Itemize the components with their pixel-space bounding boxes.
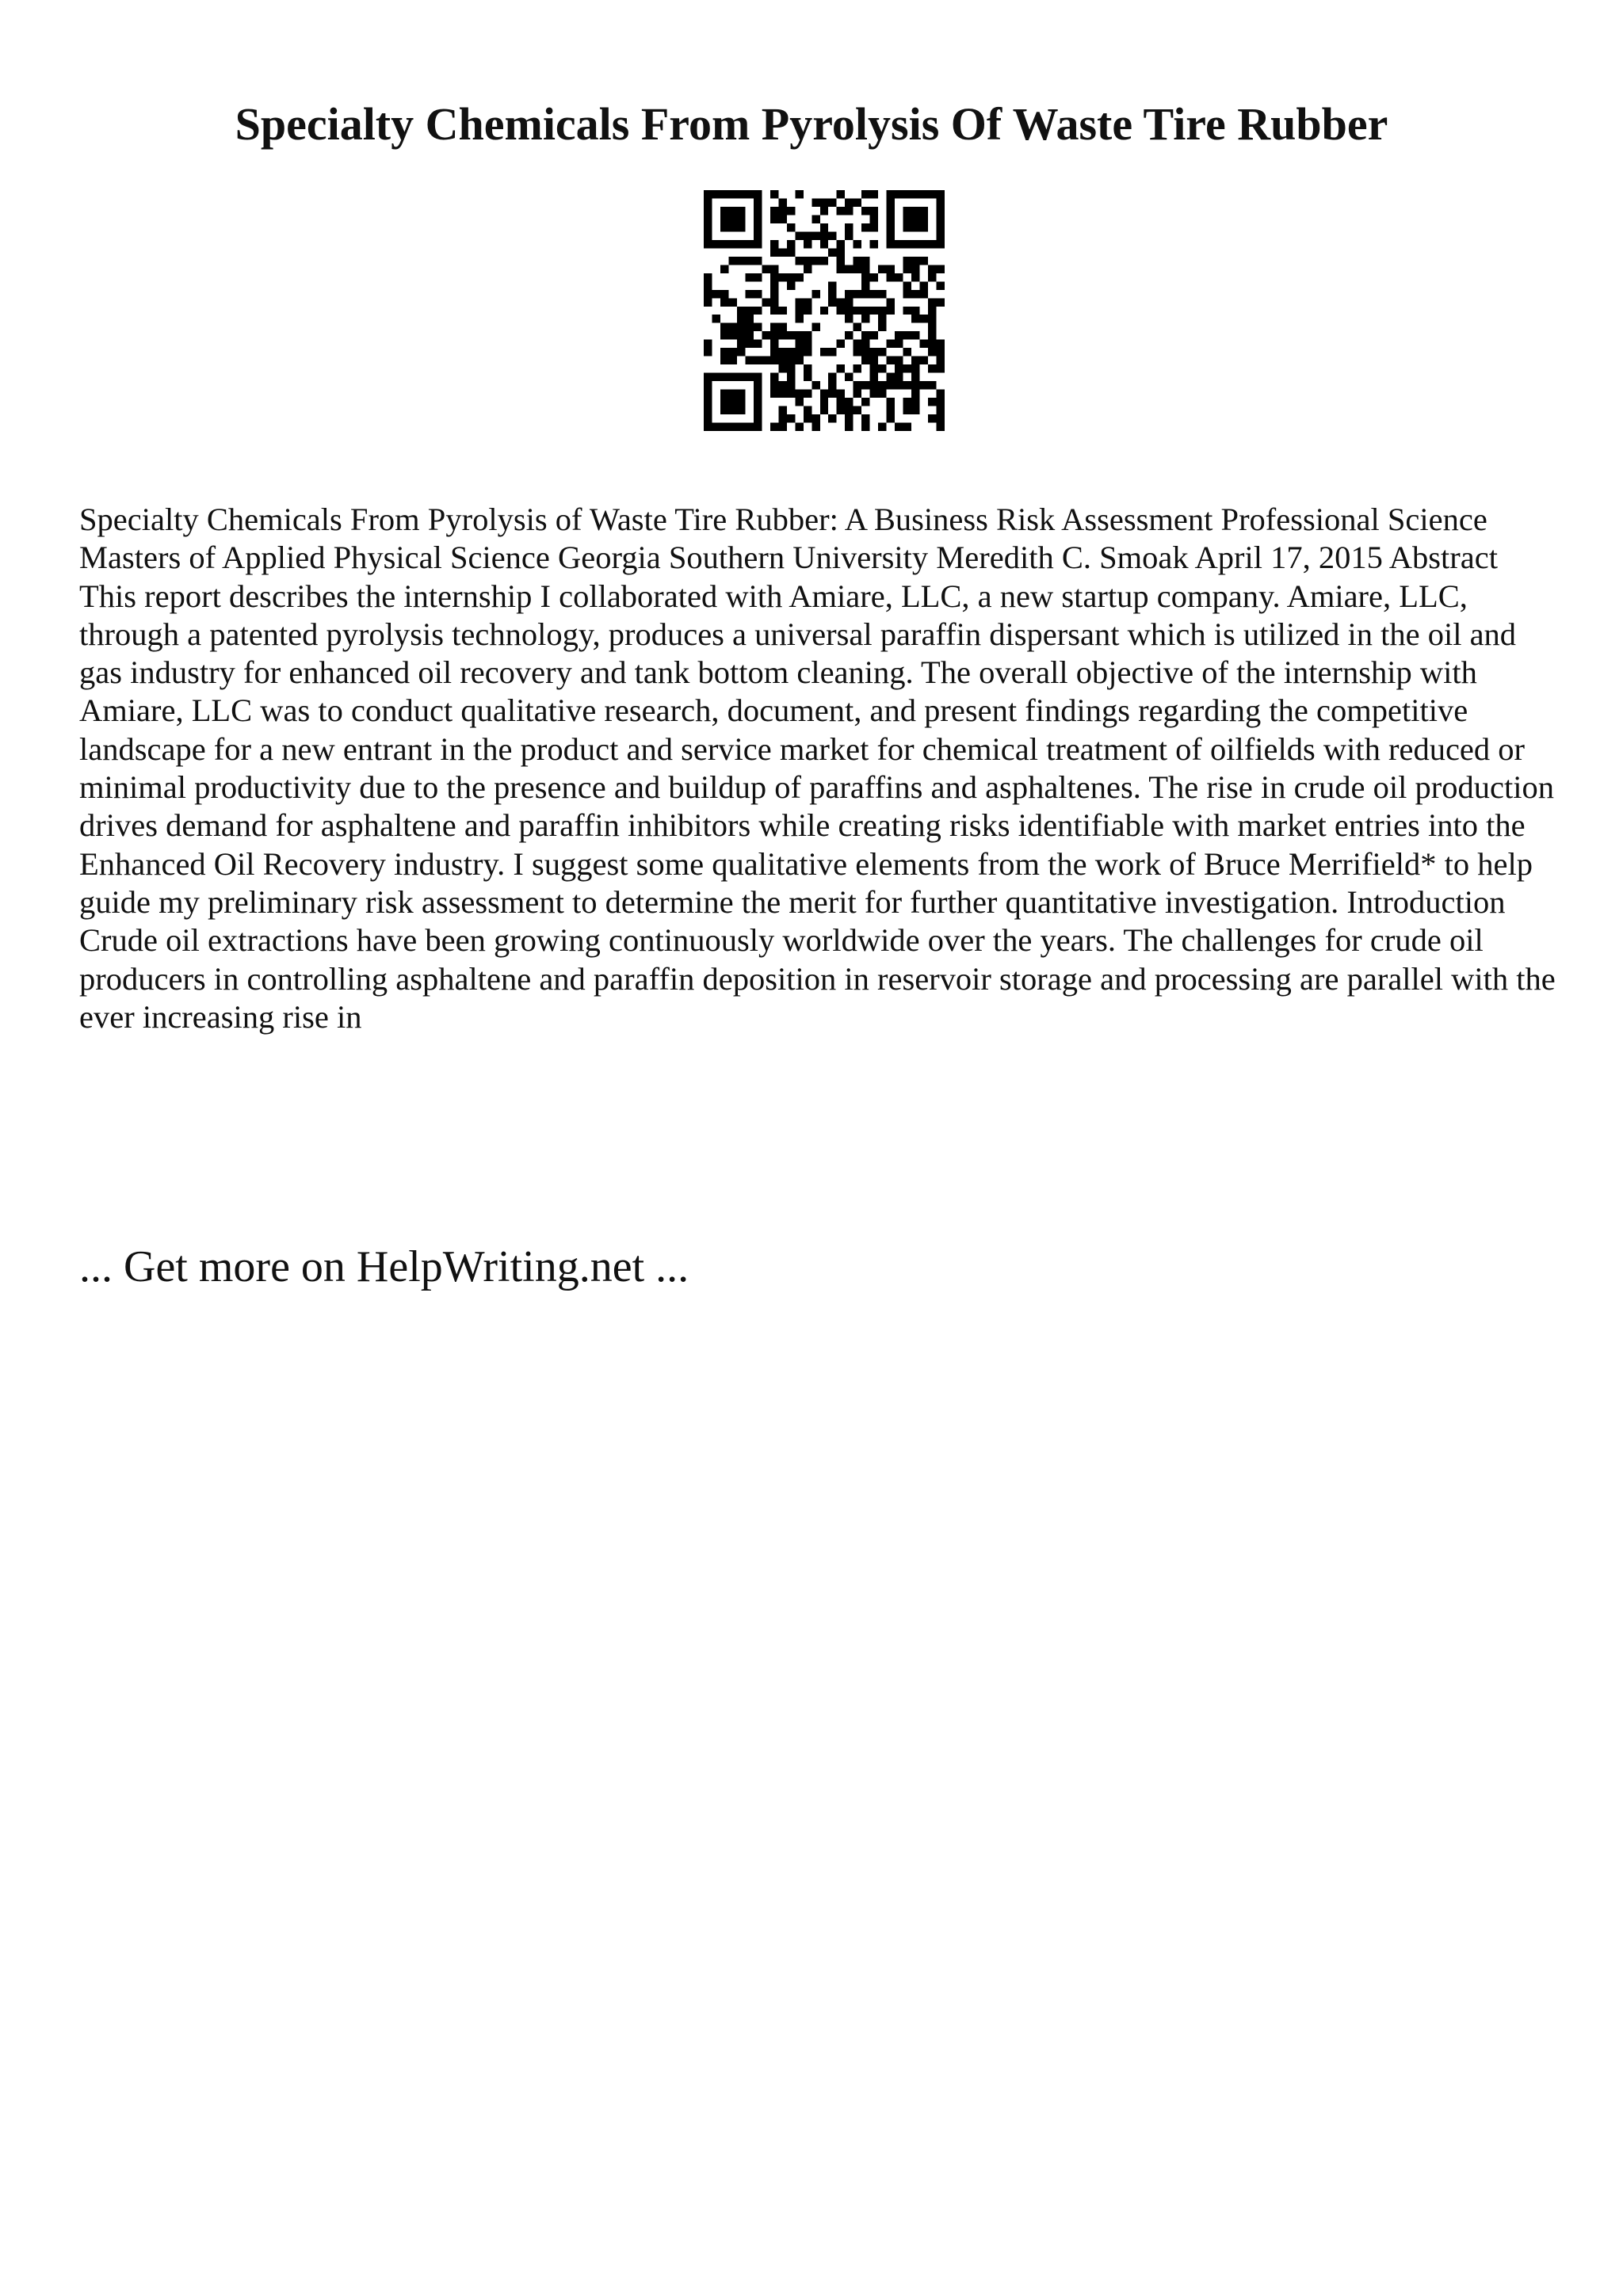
abstract-text: Specialty Chemicals From Pyrolysis of Waste Tire Rubber: A Business Risk Assessment Professional Science Masters of Applied Physical Science Georgia Southern University Meredith C. Smoak April 17, 2015 Abstract This report describes the internship I collaborated with Amiare, LLC, a new startup company. Amiare, LLC, through a patented pyrolysis technology, produces a universal paraffin dispersant which is utilized in the oil and gas industry for enhanced oil recovery and tank bottom cleaning. The overall objective of the internship with Amiare, LLC was to conduct qualitative research, document, and present findings regarding the competitive landscape for a new entrant in the product and service market for chemical treatment of oilfields with reduced or minimal productivity due to the presence and buildup of paraffins and asphaltenes. The rise in crude oil production drives demand for asphaltene and paraffin inhibitors while creating risks identifiable with market entries into the Enhanced Oil Recovery industry. I suggest some qualitative elements from the work of Bruce Merrifield* to help guide my preliminary risk assessment to determine the merit for further quantitative investigation. Introduction Crude oil extractions have been growing continuously worldwide over the years. The challenges for crude oil producers in controlling asphaltene and paraffin deposition in reservoir storage and processing are parallel with the ever increasing rise in [79, 502, 1556, 1035]
get-more-link[interactable]: ... Get more on HelpWriting.net ... [79, 1242, 689, 1291]
page-title: Specialty Chemicals From Pyrolysis Of Waste Tire Rubber [235, 98, 1388, 150]
qr-code-icon [704, 190, 945, 431]
